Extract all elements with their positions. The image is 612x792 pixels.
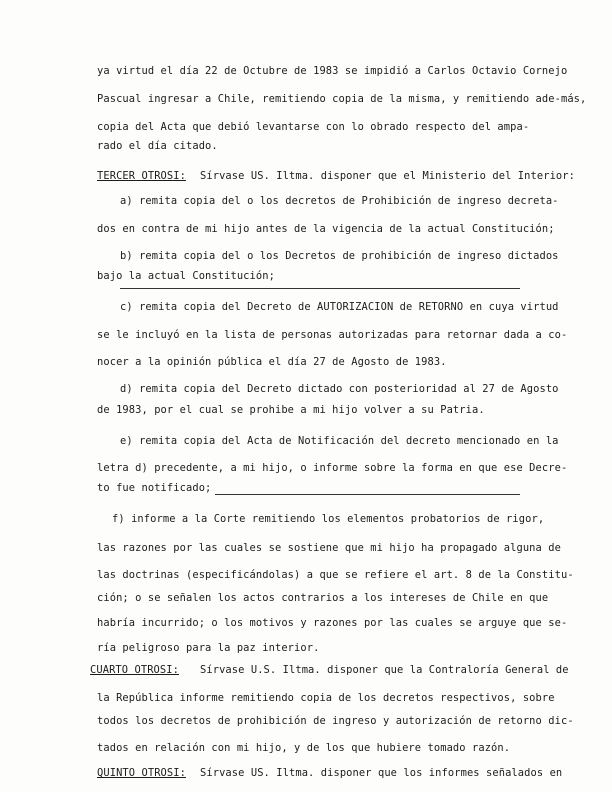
item-c-line-1: c) remita copia del Decreto de AUTORIZACION de RETORNO en cuya virtud — [120, 301, 559, 313]
text-line-3: copia del Acta que debió levantarse con lo obrado respecto del ampa- — [97, 121, 530, 133]
cuarto-line-4: tados en relación con mi hijo, y de los que hubiere tomado razón. — [97, 742, 511, 754]
item-f-line-2: las razones por las cuales se sostiene que mi hijo ha propagado alguna de — [97, 542, 561, 554]
cuarto-line-2: la República informe remitiendo copia de los decretos respectivos, sobre — [97, 692, 555, 704]
item-a-line-2: dos en contra de mi hijo antes de la vigencia de la actual Constitución; — [97, 223, 555, 235]
cuarto-line-3: todos los decretos de prohibición de ingreso y autorización de retorno dic- — [97, 715, 574, 727]
separator-line — [215, 494, 520, 495]
item-b-line-1: b) remita copia del o los Decretos de prohibición de ingreso dictados — [120, 250, 559, 262]
item-f-line-6: ría peligroso para la paz interior. — [97, 642, 320, 654]
text-line-4: rado el día citado. — [97, 140, 218, 152]
item-a-line-1: a) remita copia del o los decretos de Prohibición de ingreso decreta- — [120, 195, 559, 207]
text-line-2: Pascual ingresar a Chile, remitiendo copia de la misma, y remitiendo ade-más, — [97, 93, 587, 105]
tercer-otrosi-heading: TERCER OTROSI: — [97, 170, 186, 182]
item-e-line-2: letra d) precedente, a mi hijo, o informe sobre la forma en que ese Decre- — [97, 462, 568, 474]
text-line-1: ya virtud el día 22 de Octubre de 1983 se impidió a Carlos Octavio Cornejo — [97, 65, 568, 77]
item-c-line-3: nocer a la opinión pública el día 27 de Agosto de 1983. — [97, 356, 447, 368]
item-e-line-3: to fue notificado; — [97, 482, 212, 494]
item-d-line-2: de 1983, por el cual se prohibe a mi hijo volver a su Patria. — [97, 404, 485, 416]
item-f-line-5: habría incurrido; o los motivos y razones por las cuales se arguye que se- — [97, 617, 568, 629]
quinto-otrosi-heading: QUINTO OTROSI: — [97, 767, 186, 779]
item-e-line-1: e) remita copia del Acta de Notificación del decreto mencionado en la — [120, 435, 559, 447]
item-f-line-1: f) informe a la Corte remitiendo los elementos probatorios de rigor, — [112, 513, 545, 525]
item-d-line-1: d) remita copia del Decreto dictado con posterioridad al 27 de Agosto — [120, 383, 559, 395]
cuarto-otrosi-heading: CUARTO OTROSI: — [90, 664, 179, 676]
item-c-line-2: se le incluyó en la lista de personas autorizadas para retornar dada a co- — [97, 329, 568, 341]
item-f-line-3: las doctrinas (especificándolas) a que se refiere el art. 8 de la Constitu- — [97, 569, 574, 581]
item-f-line-4: ción; o se señalen los actos contrarios a los intereses de Chile en que — [97, 592, 549, 604]
text-line-tercer: Sírvase US. Iltma. disponer que el Ministerio del Interior: — [200, 170, 575, 182]
text-line-cuarto: Sírvase U.S. Iltma. disponer que la Contraloría General de — [200, 664, 569, 676]
item-b-line-2: bajo la actual Constitución; — [97, 270, 275, 282]
separator-line — [120, 288, 520, 289]
text-line-quinto: Sírvase US. Iltma. disponer que los informes señalados en — [200, 767, 563, 779]
